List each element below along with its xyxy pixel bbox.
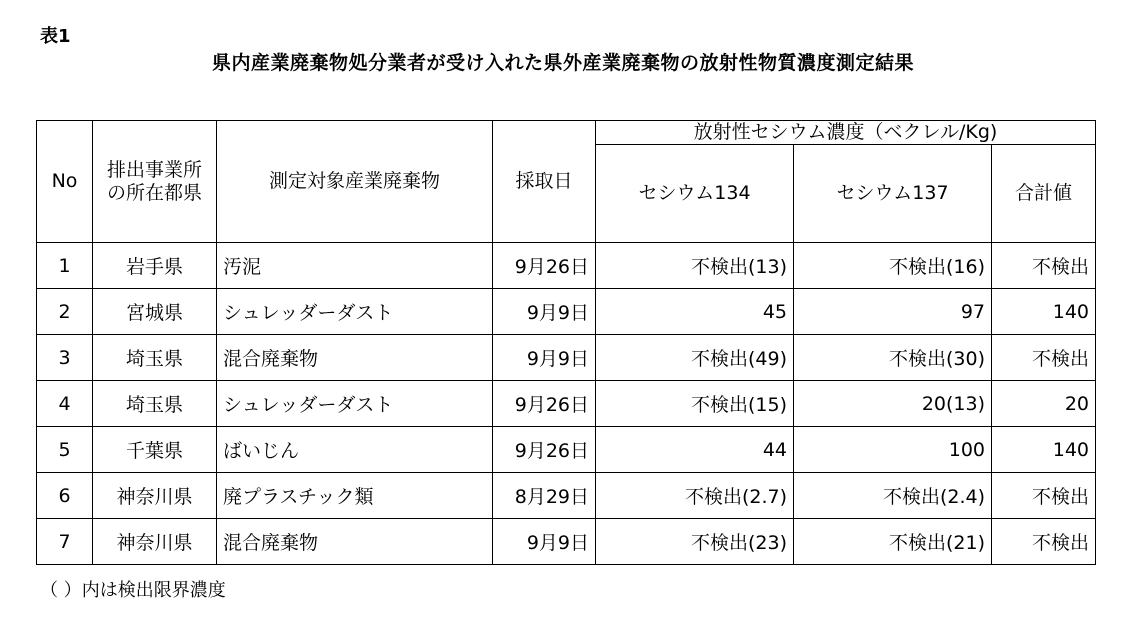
cell-waste: 廃プラスチック類 bbox=[217, 473, 493, 519]
document-title: 県内産業廃棄物処分業者が受け入れた県外産業廃棄物の放射性物質濃度測定結果 bbox=[211, 52, 914, 74]
header-cesium-group: 放射性セシウム濃度（ベクレル/Kg) bbox=[596, 121, 1096, 145]
header-prefecture-line1: 排出事業所 bbox=[106, 158, 202, 181]
cell-cs137: 不検出(2.4) bbox=[794, 473, 992, 519]
table-row bbox=[37, 427, 1096, 473]
header-waste: 測定対象産業廃棄物 bbox=[217, 121, 493, 243]
cell-total: 不検出 bbox=[992, 473, 1096, 519]
header-cs134: セシウム134 bbox=[596, 145, 794, 243]
table-row bbox=[37, 519, 1096, 565]
table-row bbox=[37, 243, 1096, 289]
cell-prefecture: 宮城県 bbox=[93, 289, 217, 335]
cell-total: 140 bbox=[992, 427, 1096, 473]
cell-waste: 汚泥 bbox=[217, 243, 493, 289]
header-prefecture-line2: の所在都県 bbox=[106, 181, 202, 204]
cell-no: 4 bbox=[37, 381, 93, 427]
cell-cs134: 不検出(15) bbox=[596, 381, 794, 427]
cell-no: 7 bbox=[37, 519, 93, 565]
cell-no: 1 bbox=[37, 243, 93, 289]
table-label: 表1 bbox=[40, 26, 71, 47]
cell-date: 9月26日 bbox=[493, 243, 596, 289]
cell-no: 3 bbox=[37, 335, 93, 381]
header-prefecture bbox=[93, 121, 217, 243]
cell-cs137: 97 bbox=[794, 289, 992, 335]
cell-total: 不検出 bbox=[992, 243, 1096, 289]
cell-waste: ばいじん bbox=[217, 427, 493, 473]
cell-cs137: 不検出(16) bbox=[794, 243, 992, 289]
table-row bbox=[37, 381, 1096, 427]
cell-cs137: 不検出(30) bbox=[794, 335, 992, 381]
cell-date: 9月26日 bbox=[493, 381, 596, 427]
cell-prefecture: 岩手県 bbox=[93, 243, 217, 289]
cell-cs134: 44 bbox=[596, 427, 794, 473]
cell-total: 140 bbox=[992, 289, 1096, 335]
cell-total: 不検出 bbox=[992, 519, 1096, 565]
table-row bbox=[37, 289, 1096, 335]
cell-waste: 混合廃棄物 bbox=[217, 519, 493, 565]
cell-date: 9月26日 bbox=[493, 427, 596, 473]
cell-prefecture: 埼玉県 bbox=[93, 381, 217, 427]
table-row bbox=[37, 473, 1096, 519]
cell-date: 9月9日 bbox=[493, 519, 596, 565]
header-no: No bbox=[37, 121, 93, 243]
table-row bbox=[37, 335, 1096, 381]
cell-no: 2 bbox=[37, 289, 93, 335]
cell-no: 6 bbox=[37, 473, 93, 519]
cell-cs134: 不検出(23) bbox=[596, 519, 794, 565]
footnote: （ ）内は検出限界濃度 bbox=[40, 580, 226, 601]
cell-waste: シュレッダーダスト bbox=[217, 381, 493, 427]
cell-prefecture: 千葉県 bbox=[93, 427, 217, 473]
cell-cs134: 不検出(49) bbox=[596, 335, 794, 381]
header-cs137: セシウム137 bbox=[794, 145, 992, 243]
header-date: 採取日 bbox=[493, 121, 596, 243]
cell-date: 9月9日 bbox=[493, 335, 596, 381]
cell-cs134: 不検出(2.7) bbox=[596, 473, 794, 519]
cell-total: 不検出 bbox=[992, 335, 1096, 381]
cell-total: 20 bbox=[992, 381, 1096, 427]
header-total: 合計値 bbox=[992, 145, 1096, 243]
cell-prefecture: 神奈川県 bbox=[93, 519, 217, 565]
cell-date: 9月9日 bbox=[493, 289, 596, 335]
cell-prefecture: 埼玉県 bbox=[93, 335, 217, 381]
cell-cs137: 20(13) bbox=[794, 381, 992, 427]
cell-waste: シュレッダーダスト bbox=[217, 289, 493, 335]
cell-cs134: 不検出(13) bbox=[596, 243, 794, 289]
measurement-table bbox=[36, 120, 1096, 565]
cell-prefecture: 神奈川県 bbox=[93, 473, 217, 519]
cell-cs134: 45 bbox=[596, 289, 794, 335]
cell-cs137: 不検出(21) bbox=[794, 519, 992, 565]
cell-waste: 混合廃棄物 bbox=[217, 335, 493, 381]
cell-no: 5 bbox=[37, 427, 93, 473]
cell-date: 8月29日 bbox=[493, 473, 596, 519]
cell-cs137: 100 bbox=[794, 427, 992, 473]
